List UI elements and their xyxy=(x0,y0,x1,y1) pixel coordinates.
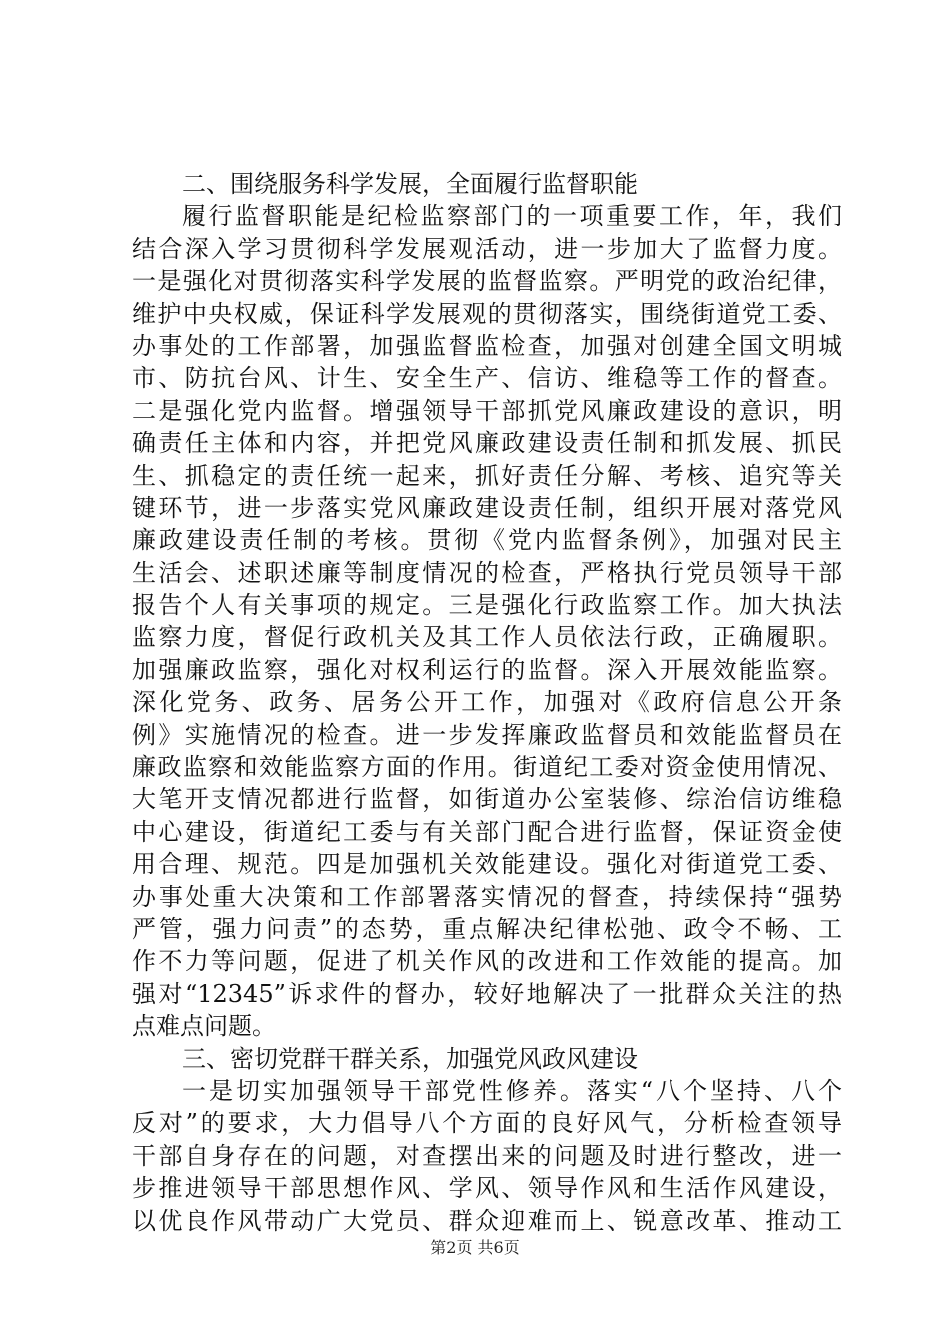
text-line: 大笔开支情况都进行监督，如街道办公室装修、综治信访维稳 xyxy=(132,785,842,814)
text-line: 监察力度，督促行政机关及其工作人员依法行政，正确履职。 xyxy=(132,623,842,652)
text-line: 履行监督职能是纪检监察部门的一项重要工作，年，我们 xyxy=(182,202,842,231)
text-line: 廉政建设责任制的考核。贯彻《党内监督条例》，加强对民主 xyxy=(132,526,842,555)
text-line: 键环节，进一步落实党风廉政建设责任制，组织开展对落党风 xyxy=(132,493,842,522)
text-line: 作不力等问题，促进了机关作风的改进和工作效能的提高。加 xyxy=(132,947,842,976)
text-line: 深化党务、政务、居务公开工作，加强对《政府信息公开条 xyxy=(132,688,842,717)
text-line: 反对”的要求，大力倡导八个方面的良好风气，分析检查领导 xyxy=(132,1109,842,1138)
text-line: 办事处重大决策和工作部署落实情况的督查，持续保持“强势 xyxy=(132,882,842,911)
document-body xyxy=(132,168,842,1237)
page-footer: 第2页 共6页 xyxy=(430,1238,520,1257)
text-line: 以优良作风带动广大党员、群众迎难而上、锐意改革、推动工 xyxy=(132,1206,842,1235)
text-line: 例》实施情况的检查。进一步发挥廉政监督员和效能监督员在 xyxy=(132,720,842,749)
text-line: 报告个人有关事项的规定。三是强化行政监察工作。加大执法 xyxy=(132,591,842,620)
text-line: 点难点问题。 xyxy=(132,1012,276,1041)
text-line: 步推进领导干部思想作风、学风、领导作风和生活作风建设， xyxy=(132,1174,842,1203)
text-line: 三、密切党群干群关系，加强党风政风建设 xyxy=(182,1044,638,1073)
text-line: 二是强化党内监督。增强领导干部抓党风廉政建设的意识，明 xyxy=(132,396,842,425)
text-line: 廉政监察和效能监察方面的作用。街道纪工委对资金使用情况、 xyxy=(132,753,842,782)
text-line: 二、围绕服务科学发展，全面履行监督职能 xyxy=(182,170,638,198)
text-line: 强对“12345”诉求件的督办，较好地解决了一批群众关注的热 xyxy=(132,979,842,1008)
text-line: 用合理、规范。四是加强机关效能建设。强化对街道党工委、 xyxy=(132,850,842,879)
text-line: 加强廉政监察，强化对权利运行的监督。深入开展效能监察。 xyxy=(132,655,842,684)
text-line: 办事处的工作部署，加强监督监检查，加强对创建全国文明城 xyxy=(132,331,842,360)
text-line: 生活会、述职述廉等制度情况的检查，严格执行党员领导干部 xyxy=(132,558,842,587)
text-line: 一是切实加强领导干部党性修养。落实“八个坚持、八个 xyxy=(182,1076,842,1105)
text-line: 市、防抗台风、计生、安全生产、信访、维稳等工作的督查。 xyxy=(132,364,842,393)
text-line: 干部自身存在的问题，对查摆出来的问题及时进行整改，进一 xyxy=(132,1141,842,1170)
text-line: 确责任主体和内容，并把党风廉政建设责任制和抓发展、抓民 xyxy=(132,429,842,458)
text-line: 严管，强力问责”的态势，重点解决纪律松弛、政令不畅、工 xyxy=(132,914,842,943)
text-line: 中心建设，街道纪工委与有关部门配合进行监督，保证资金使 xyxy=(132,817,842,846)
text-line: 一是强化对贯彻落实科学发展的监督监察。严明党的政治纪律， xyxy=(132,267,842,296)
text-line: 生、抓稳定的责任统一起来，抓好责任分解、考核、追究等关 xyxy=(132,461,842,490)
text-line: 结合深入学习贯彻科学发展观活动，进一步加大了监督力度。 xyxy=(132,234,842,263)
text-line: 维护中央权威，保证科学发展观的贯彻落实，围绕街道党工委、 xyxy=(132,299,842,328)
